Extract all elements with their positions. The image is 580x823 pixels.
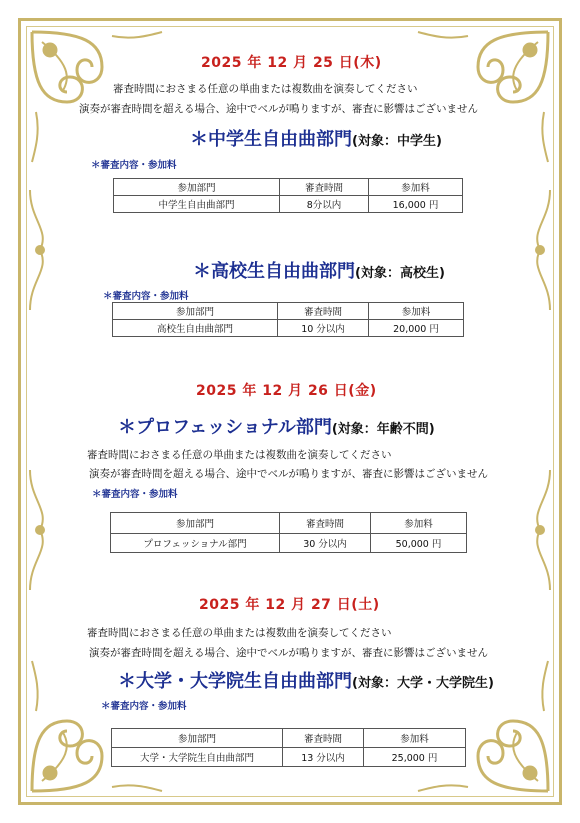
col-header-fee: 参加料: [371, 513, 467, 534]
cell-division: 中学生自由曲部門: [114, 196, 280, 213]
performance-note: 審査時間におさまる任意の単曲または複数曲を演奏してください: [87, 627, 392, 639]
col-header-time: 審査時間: [280, 513, 371, 534]
division-name: ＊プロフェッショナル部門: [118, 417, 332, 438]
col-header-fee: 参加料: [369, 303, 464, 320]
corner-ornament-top-left: [22, 22, 172, 172]
bell-note: 演奏が審査時間を超える場合、途中でベルが鳴りますが、審査に影響はございません: [89, 468, 488, 480]
division-title: [193, 257, 445, 283]
performance-note: 審査時間におさまる任意の単曲または複数曲を演奏してください: [113, 83, 418, 95]
col-header-division: 参加部門: [112, 729, 283, 748]
cell-division: プロフェッショナル部門: [111, 534, 280, 553]
col-header-time: 審査時間: [278, 303, 369, 320]
cell-fee: 50,000 円: [371, 534, 467, 553]
performance-note: 審査時間におさまる任意の単曲または複数曲を演奏してください: [87, 449, 392, 461]
division-target: (対象：大学・大学院生): [352, 676, 494, 691]
fee-subheading: ＊審査内容・参加料: [91, 160, 177, 171]
cell-fee: 25,000 円: [364, 748, 466, 767]
fee-subheading: ＊審査内容・参加料: [103, 291, 189, 302]
cell-division: 大学・大学院生自由曲部門: [112, 748, 283, 767]
col-header-time: 審査時間: [283, 729, 364, 748]
cell-division: 高校生自由曲部門: [113, 320, 278, 337]
col-header-division: 参加部門: [111, 513, 280, 534]
table-row: [112, 748, 466, 767]
table-row: [113, 320, 464, 337]
side-ornament-right-upper: [524, 190, 554, 310]
cell-fee: 16,000 円: [369, 196, 463, 213]
division-title: [118, 413, 435, 439]
fee-table: [112, 302, 464, 337]
fee-table: [111, 728, 466, 767]
division-name: ＊中学生自由曲部門: [190, 129, 352, 150]
col-header-time: 審査時間: [280, 179, 369, 196]
division-target: (対象：年齢不問): [331, 422, 435, 437]
division-title: [118, 667, 494, 693]
cell-time: 10 分以内: [278, 320, 369, 337]
fee-table: [110, 512, 467, 553]
division-name: ＊大学・大学院生自由曲部門: [118, 671, 352, 692]
division-name: ＊高校生自由曲部門: [193, 261, 355, 282]
fee-subheading: ＊審査内容・参加料: [92, 489, 178, 500]
col-header-fee: 参加料: [364, 729, 466, 748]
bell-note: 演奏が審査時間を超える場合、途中でベルが鳴りますが、審査に影響はございません: [89, 647, 488, 659]
col-header-division: 参加部門: [114, 179, 280, 196]
cell-time: 8分以内: [280, 196, 369, 213]
table-row: [114, 196, 463, 213]
date-heading: 2025 年 12 月 27 日(土): [199, 597, 380, 613]
side-ornament-left-lower: [26, 470, 56, 590]
date-heading: 2025 年 12 月 25 日(木): [201, 55, 382, 71]
cell-time: 30 分以内: [280, 534, 371, 553]
fee-table: [113, 178, 463, 213]
bell-note: 演奏が審査時間を超える場合、途中でベルが鳴りますが、審査に影響はございません: [79, 103, 478, 115]
table-row: [111, 534, 467, 553]
division-target: (対象：高校生): [355, 266, 445, 281]
col-header-division: 参加部門: [113, 303, 278, 320]
division-target: (対象：中学生): [352, 134, 442, 149]
cell-time: 13 分以内: [283, 748, 364, 767]
cell-fee: 20,000 円: [369, 320, 464, 337]
side-ornament-right-lower: [524, 470, 554, 590]
col-header-fee: 参加料: [369, 179, 463, 196]
side-ornament-left-upper: [26, 190, 56, 310]
fee-subheading: ＊審査内容・参加料: [101, 701, 187, 712]
division-title: [190, 125, 442, 151]
date-heading: 2025 年 12 月 26 日(金): [196, 383, 377, 399]
